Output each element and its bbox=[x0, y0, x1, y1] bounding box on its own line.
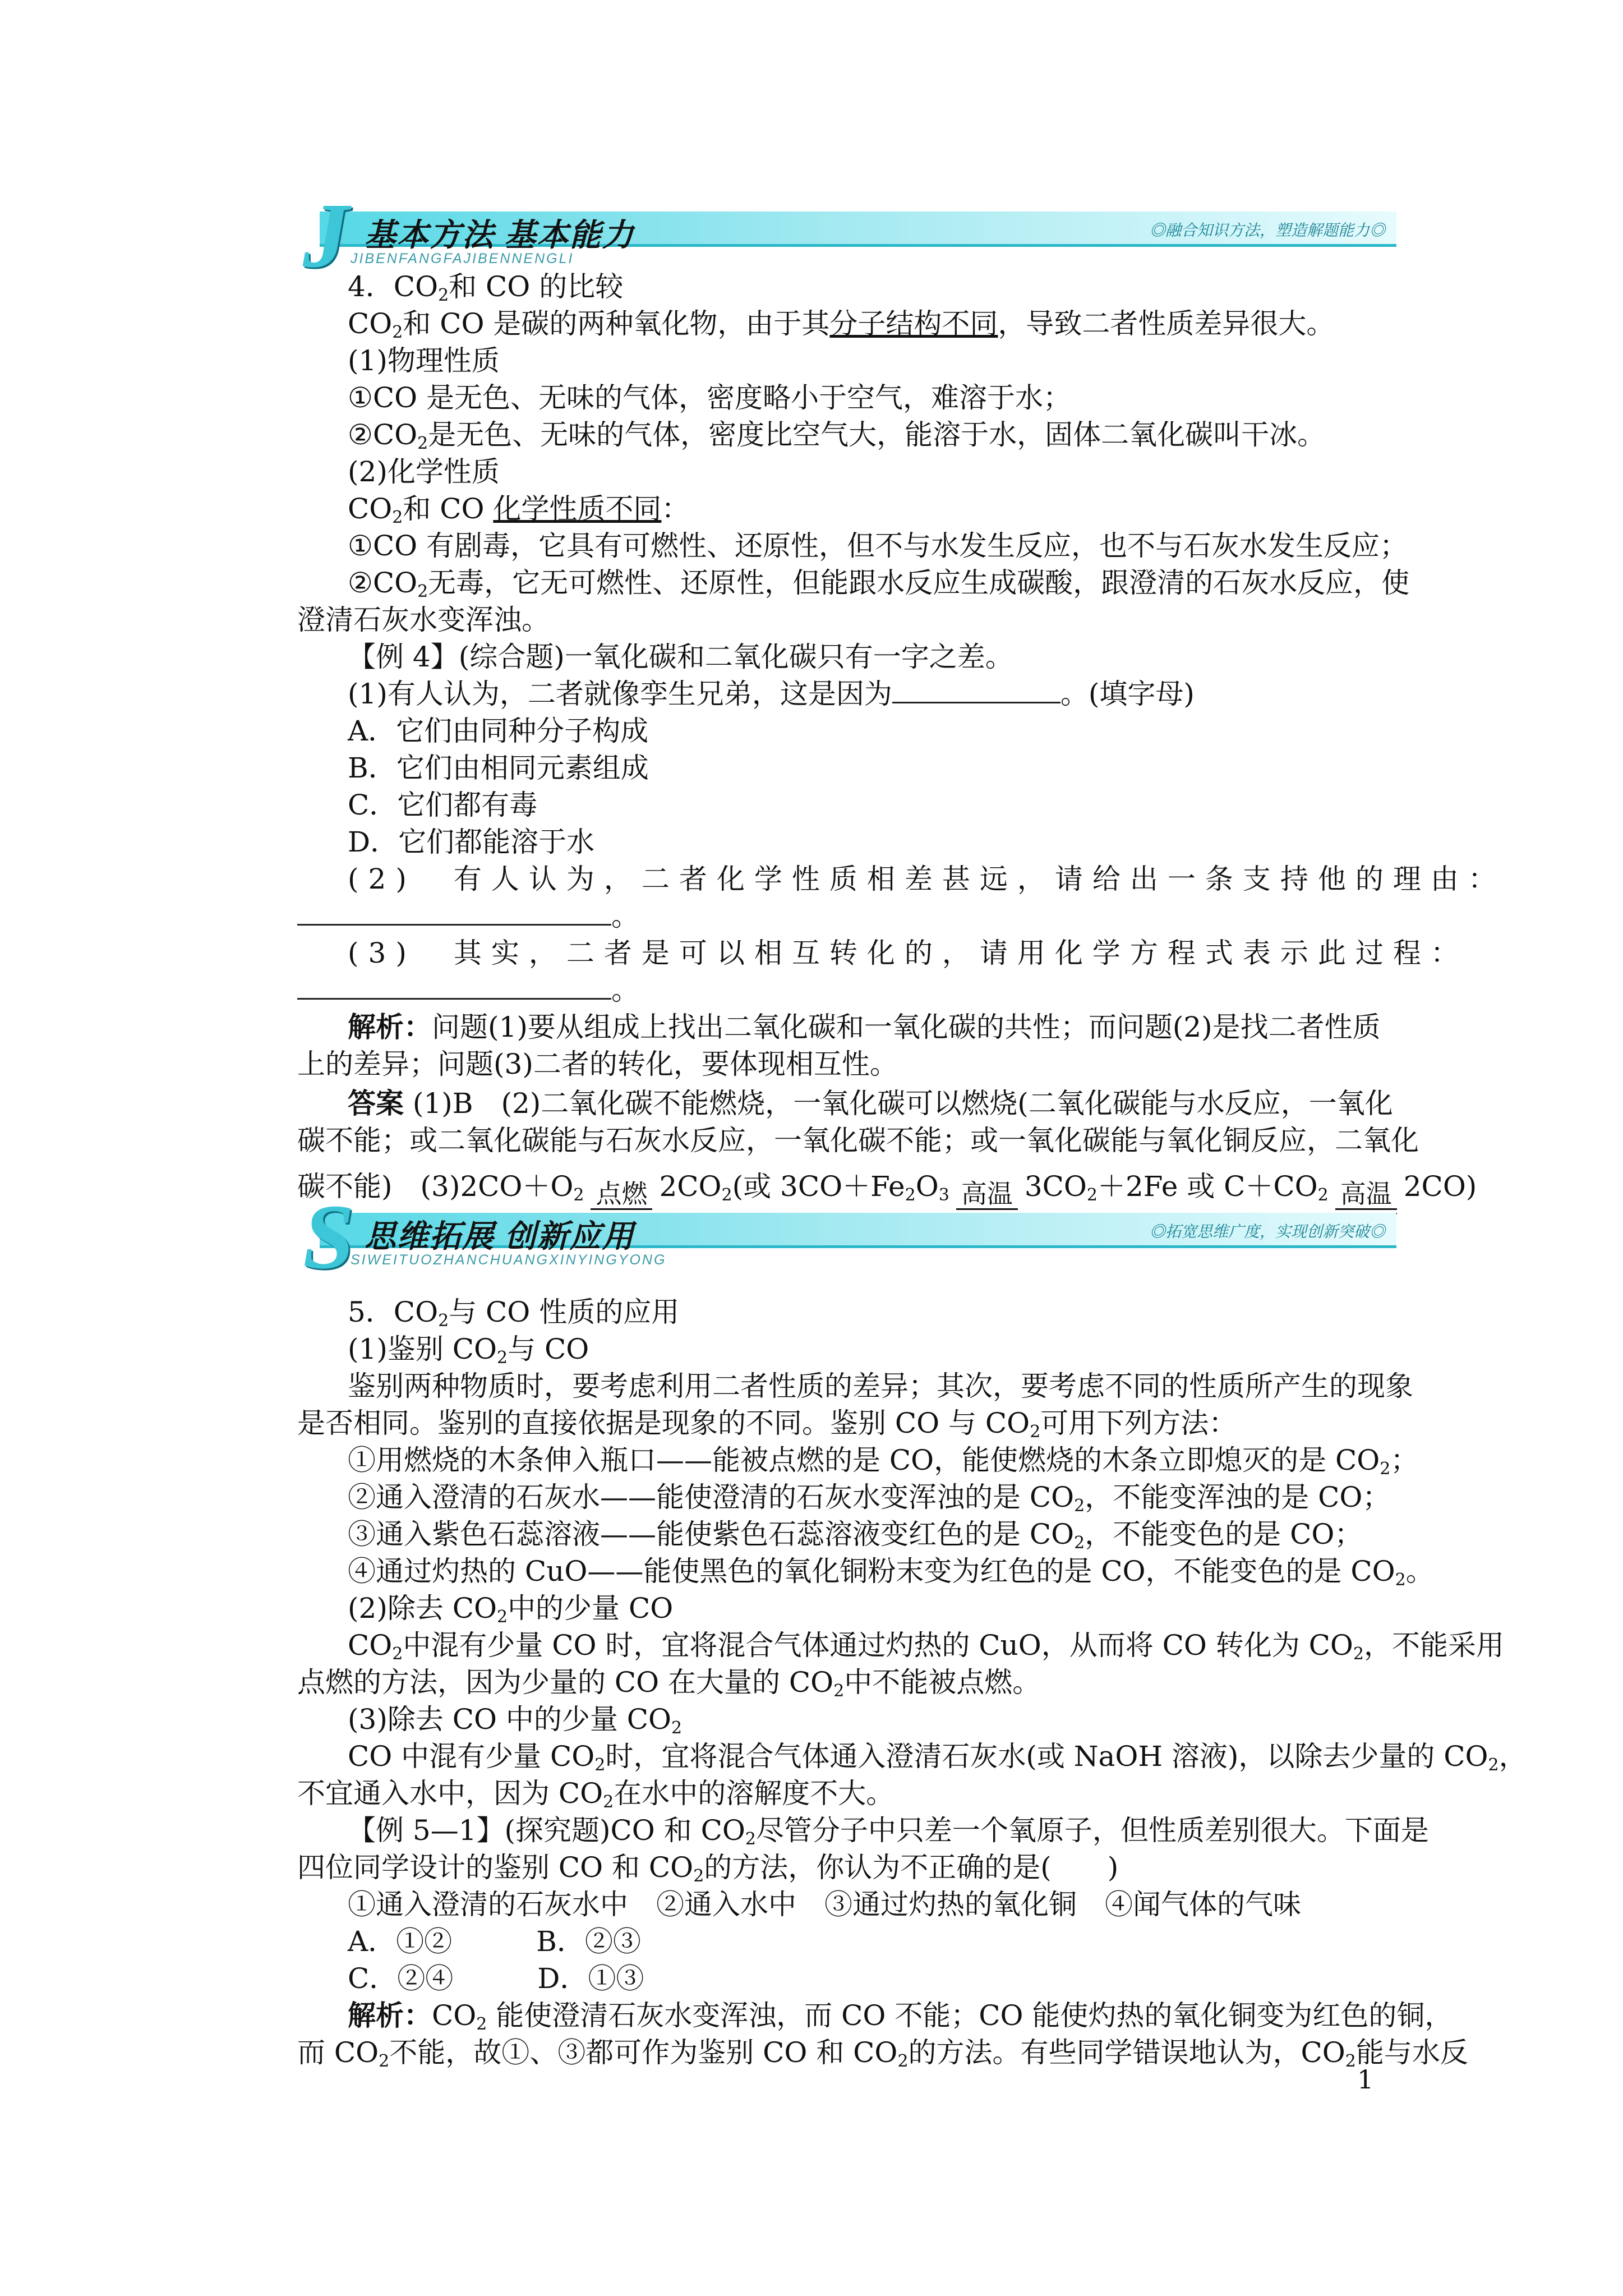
ex4-q1: (1)有人认为，二者就像孪生兄弟，这是因为 。(填字母) bbox=[348, 678, 1195, 710]
s5-strip-1: CO 中混有少量 $CO_2$时，宜将混合气体通入澄清石灰水(或 NaOH 溶液)，以除去少量的 $CO_2$， bbox=[348, 1740, 1527, 1775]
ex4-title: 【例 4】(综合题)一氧化碳和二氧化碳只有一字之差。 bbox=[348, 641, 1013, 673]
s5-p2: 是否相同。鉴别的直接依据是现象的不同。鉴别 CO 与 $CO_2$可用下列方法： bbox=[297, 1407, 1237, 1442]
ex5-title-2: 四位同学设计的鉴别 CO 和 $CO_2$的方法，你认为不正确的是( ) bbox=[297, 1851, 1119, 1886]
s5-h1: (1)鉴别 $CO_2$与 CO bbox=[348, 1333, 589, 1368]
s5-heading: 5．$CO_2$与 CO 性质的应用 bbox=[348, 1296, 680, 1331]
eq-condition-ignite: 点燃 bbox=[591, 1181, 652, 1214]
section-banner-basic bbox=[297, 184, 1396, 287]
banner-pinyin: JIBENFANGFAJIBENNENGLI bbox=[351, 251, 574, 266]
s4-phys-2: $②CO_2$是无色、无味的气体，密度比空气大，能溶于水，固体二氧化碳叫干冰。 bbox=[348, 418, 1326, 453]
ex5-analysis-2: 而 $CO_2$不能，故①、③都可作为鉴别 CO 和 $CO_2$的方法。有些同学错误地认为，$CO_2$能与水反 bbox=[297, 2036, 1468, 2071]
s5-p1: 鉴别两种物质时，要考虑利用二者性质的差异；其次，要考虑不同的性质所产生的现象 bbox=[348, 1370, 1413, 1402]
s5-method-3: ③通入紫色石蕊溶液——能使紫色石蕊溶液变红色的是 $CO_2$，不能变色的是 CO； bbox=[348, 1518, 1363, 1553]
s4-chem-2-cont: 澄清石灰水变浑浊。 bbox=[297, 604, 550, 636]
ex5-items: ①通入澄清的石灰水中 ②通入水中 ③通过灼热的氧化铜 ④闻气体的气味 bbox=[348, 1888, 1301, 1921]
s5-method-4: ④通过灼热的 CuO——能使黑色的氧化铜粉末变为红色的是 CO，不能变色的是 $CO_2$。 bbox=[348, 1555, 1434, 1590]
ex4-q2-answer-line: 。 bbox=[297, 898, 1391, 935]
ex4-analysis-1: 解析：问题(1)要从组成上找出二氧化碳和一氧化碳的共性；而问题(2)是找二者性质 bbox=[348, 1011, 1381, 1043]
s4-chem-title: (2)化学性质 bbox=[348, 455, 500, 488]
ex4-opt-d: D．它们都能溶于水 bbox=[348, 826, 595, 858]
ex4-opt-c: C．它们都有毒 bbox=[348, 789, 538, 821]
banner-slogan: ◎融合知识方法，塑造解题能力◎ bbox=[1149, 222, 1385, 239]
s4-phys-1: ①CO 是无色、无味的气体，密度略小于空气，难溶于水； bbox=[348, 381, 1071, 414]
banner-slogan: ◎拓宽思维广度，实现创新突破◎ bbox=[1149, 1223, 1385, 1240]
s5-strip-2: 不宜通入水中，因为 $CO_2$在水中的溶解度不大。 bbox=[297, 1777, 895, 1812]
ex4-q3-blank[interactable] bbox=[297, 976, 611, 1000]
s4-chem-1: ①CO 有剧毒，它具有可燃性、还原性，但不与水发生反应，也不与石灰水发生反应； bbox=[348, 530, 1408, 562]
ex4-answer-2: 碳不能；或二氧化碳能与石灰水反应，一氧化碳不能；或一氧化碳能与氧化铜反应，二氧化 bbox=[297, 1124, 1419, 1157]
banner-pinyin: SIWEITUOZHANCHUANGXINYINGYONG bbox=[351, 1252, 667, 1268]
eq-condition-hightemp-2: 高温 bbox=[1335, 1181, 1397, 1214]
banner-title: 思维拓展 创新应用 bbox=[365, 1218, 635, 1254]
ex4-q3: (3) 其实，二者是可以相互转化的，请用化学方程式表示此过程： bbox=[348, 937, 1468, 969]
page-number: 1 bbox=[1357, 2064, 1374, 2095]
s5-h2: (2)除去 $CO_2$中的少量 CO bbox=[348, 1592, 674, 1627]
ex5-title: 【例 5—1】(探究题)CO 和 $CO_2$尽管分子中只差一个氧原子，但性质差别很大。下面是 bbox=[348, 1814, 1429, 1849]
s4-intro: $CO_2$和 CO 是碳的两种氧化物，由于其分子结构不同，导致二者性质差异很大。 bbox=[348, 307, 1335, 342]
s5-method-2: ②通入澄清的石灰水——能使澄清的石灰水变浑浊的是 $CO_2$，不能变浑浊的是 CO； bbox=[348, 1481, 1391, 1516]
eq-condition-hightemp-1: 高温 bbox=[956, 1181, 1018, 1214]
banner-letter: S bbox=[303, 1185, 354, 1288]
ex4-q2: (2) 有人认为，二者化学性质相差甚远，请给出一条支持他的理由： bbox=[348, 863, 1506, 895]
ex5-opt-ab: A．①② B．②③ bbox=[348, 1925, 641, 1958]
s4-heading: 4．$CO_2$和 CO 的比较 bbox=[348, 270, 624, 305]
s4-chem-2: $②CO_2$无毒，它无可燃性、还原性，但能跟水反应生成碳酸，跟澄清的石灰水反应，使 bbox=[348, 567, 1410, 601]
ex4-opt-b: B．它们由相同元素组成 bbox=[348, 752, 649, 784]
s4-chem-intro: $CO_2$和 CO 化学性质不同： bbox=[348, 493, 690, 527]
s5-remove-2: 点燃的方法，因为少量的 CO 在大量的 $CO_2$中不能被点燃。 bbox=[297, 1666, 1041, 1701]
ex4-q3-answer-line: 。 bbox=[297, 972, 1391, 1009]
s5-h3: (3)除去 CO 中的少量 $CO_2$ bbox=[348, 1703, 683, 1738]
ex5-analysis-1: 解析：$CO_2$ 能使澄清石灰水变浑浊，而 CO 不能；CO 能使灼热的氧化铜变为红色的铜， bbox=[348, 1999, 1453, 2034]
banner-letter: J bbox=[303, 184, 349, 287]
ex4-analysis-2: 上的差异；问题(3)二者的转化，要体现相互性。 bbox=[297, 1048, 898, 1080]
ex5-opt-cd: C．②④ D．①③ bbox=[348, 1962, 644, 1995]
ex4-answer-3: 碳不能) $(3)2CO+O_2$ 点燃 $2CO_2$(或 $3CO+Fe_2O_3$ 高温 $3CO_2+2Fe$ 或 $C+CO_2$ 高温 2CO) bbox=[297, 1168, 1391, 1214]
ex4-q1-blank[interactable] bbox=[892, 679, 1061, 703]
s5-remove-1: $CO_2$中混有少量 CO 时，宜将混合气体通过灼热的 CuO，从而将 CO 转化为 $CO_2$，不能采用 bbox=[348, 1629, 1504, 1664]
ex4-answer-1: 答案 (1)B (2)二氧化碳不能燃烧，一氧化碳可以燃烧(二氧化碳能与水反应，一氧化 bbox=[348, 1087, 1393, 1120]
banner-title: 基本方法 基本能力 bbox=[365, 217, 635, 252]
ex4-q2-blank[interactable] bbox=[297, 901, 611, 926]
s4-phys-title: (1)物理性质 bbox=[348, 344, 500, 377]
s5-method-1: ①用燃烧的木条伸入瓶口——能被点燃的是 CO，能使燃烧的木条立即熄灭的是 $CO_2$； bbox=[348, 1444, 1419, 1479]
ex4-opt-a: A．它们由同种分子构成 bbox=[348, 715, 649, 747]
